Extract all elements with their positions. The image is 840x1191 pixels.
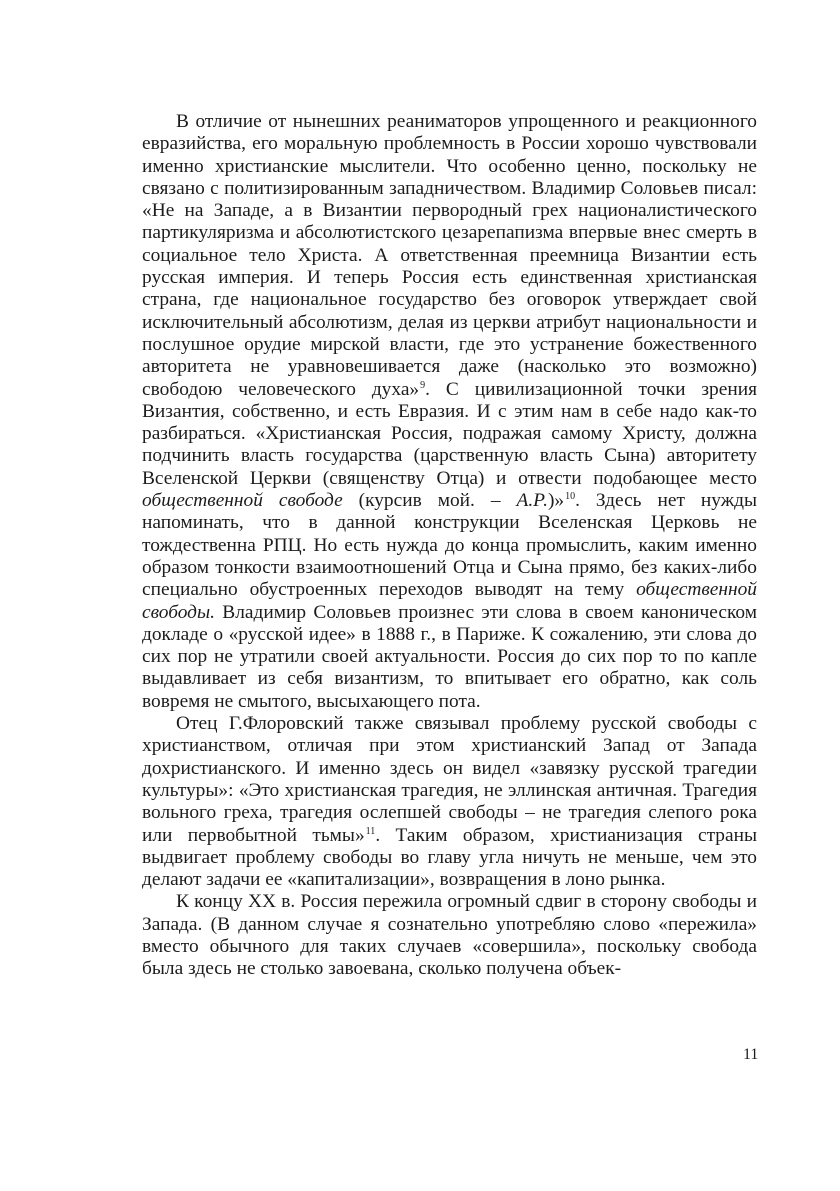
text-run: . С цивилизационной точки зрения Византия, собственно, и есть Евразия. И с этим нам в себе надо как-то разбираться. «Христианская Россия, подражая самому Христу, должна подчинить власть государства (царственную власть Сына) авторитету Вселенской Церкви (священству Отца) и отвести подобающее место [142,378,757,489]
italic-text: общественной свободе [142,490,343,512]
text-run: Отец Г.Флоровский также связывал проблему русской свободы с христианством, отличая при этом христианский Запад от Запада дохристианского. И именно здесь он видел «завязку русской трагедии культуры»: «Это христианская трагедия, не эллинская античная. Трагедия вольного греха, трагедия ослепшей свободы – не трагедия слепого рока или первобытной тьмы» [142,713,757,846]
text-run: (курсив мой. – [342,490,517,512]
footnote-ref: 10 [565,491,576,503]
text-run: )» [547,490,565,512]
paragraph-2 [142,713,757,891]
italic-text: общественной свободы. [142,579,757,623]
text-run: . Таким образом, христианизация страны выдвигает проблему свободы во главу угла ничуть не меньше, чем это делают задачи ее «капитализации», возвращения в лоно рынка. [142,824,757,891]
text-run: В отличие от нынешних реаниматоров упрощенного и реакционного евразийства, его моральную проблемность в России хорошо чувствовали именно христианские мыслители. Что особенно ценно, поскольку не связано с политизированным западничеством. Владимир Соловьев писал: «Не на Западе, а в Византии первородный грех националистического партикуляризма и абсолютистского цезарепапизма впервые внес смерть в социальное тело Христа. А ответственная преемница Византии есть русская империя. И теперь Россия есть единственная христианская страна, где национальное государство без оговорок утверждает свой исключительный абсолютизм, делая из церкви атрибут национальности и послушное орудие мирской власти, где это устранение божественного авторитета не уравновешивается даже (насколько это возможно) свободою человеческого духа» [142,111,757,400]
text-run: . Здесь нет нужды напоминать, что в данной конструкции Вселенская Церковь не тождественна РПЦ. Но есть нужда до конца промыслить, каким именно образом тонкости взаимоотношений Отца и Сына прямо, без каких-либо специально обустроенных переходов выводят на тему [142,490,757,601]
footnote-ref: 11 [365,825,376,837]
paragraph-3 [142,891,757,980]
page-number: 11 [743,1046,759,1063]
text-run: К концу XX в. Россия пережила огромный сдвиг в сторону свободы и Запада. (В данном случае я сознательно употребляю слово «пережила» вместо обычного для таких случаев «совершила», поскольку свобода была здесь не столько завоевана, сколько получена объек- [142,891,757,980]
text-run: Владимир Соловьев произнес эти слова в своем каноническом докладе о «русской идее» в 1888 г., в Париже. К сожалению, эти слова до сих пор не утратили своей актуальности. Россия до сих пор то по капле выдавливает из себя византизм, то впитывает его обратно, как соль вовремя не смытого, высыхающего пота. [142,601,757,712]
italic-text: А.Р. [516,490,548,512]
body-text [142,111,757,981]
footnote-ref: 9 [420,379,426,391]
paragraph-1 [142,111,757,713]
